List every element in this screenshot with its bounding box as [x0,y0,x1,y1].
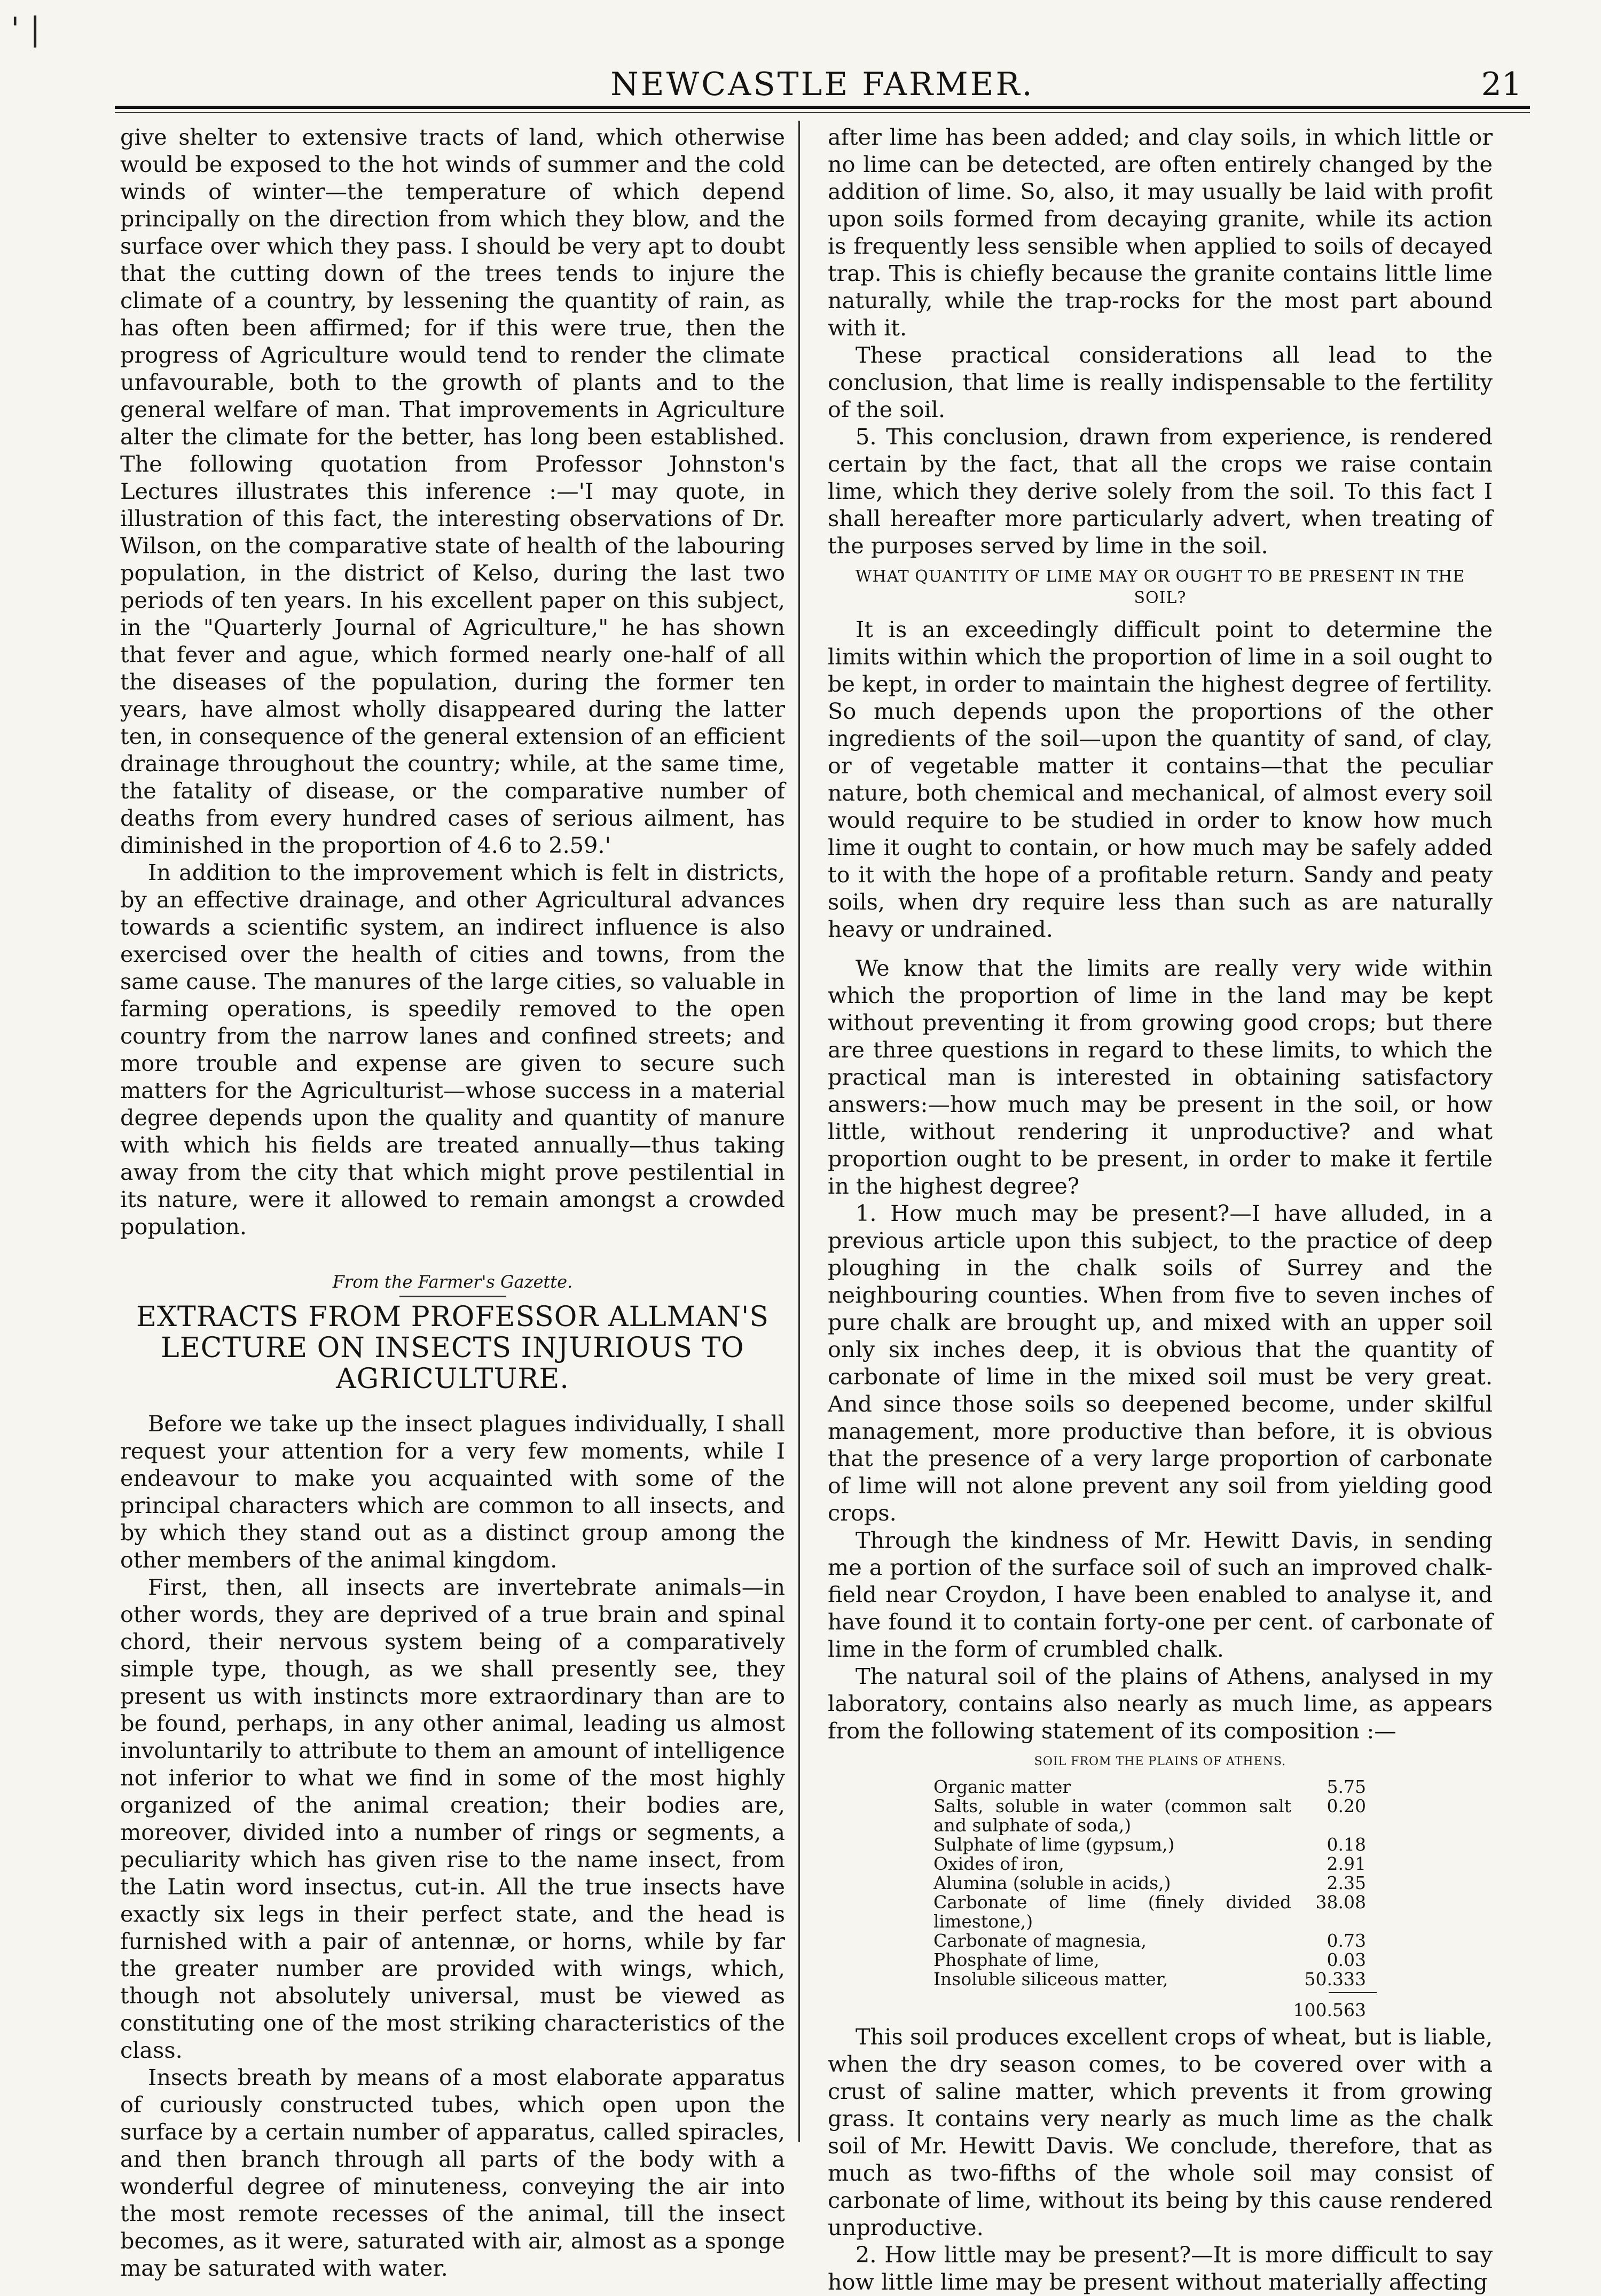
page-header [123,63,1522,106]
right-paragraph-3: 5. This conclusion, drawn from experience, is rendered certain by the fact, that all the crops we raise contain lime, which they derive solely from the soil. To this fact I shall hereafter more particularly advert, when treating of the purposes served by lime in the soil. [828,424,1493,559]
section-subhead: WHAT QUANTITY OF LIME MAY OR OUGHT TO BE PRESENT IN THE SOIL? [855,567,1465,607]
soil-table-row [933,1950,1366,1970]
soil-component-label: Salts, soluble in water (common salt and sulphate of soda,) [933,1796,1291,1836]
margin-marks: ' | [11,11,41,48]
soil-table-row [933,1970,1366,1989]
right-paragraph-5: We know that the limits are really very wide within which the proportion of lime in the land may be kept without preventing it from growing good crops; but there are three questions in regard to these limits, to which the practical man is interested in obtaining satisfactory answers:—how much may be present in the soil, or how little, without rendering it unproductive? and what proportion ought to be present, in order to make it fertile in the highest degree? [828,955,1493,1199]
soil-component-label: Insoluble siliceous matter, [933,1969,1168,1989]
left-paragraph-1: give shelter to extensive tracts of land, which otherwise would be exposed to the hot winds of summer and the cold winds of winter—the temperature of which depend principally on the direction from which they blow, and the surface over which they pass. I should be very apt to doubt that the cutting down of the trees tends to injure the climate of a country, by lessening the quantity of rain, as has often been affirmed; for if this were true, then the progress of Agriculture would tend to render the climate unfavourable, both to the growth of plants and to the general welfare of man. That improvements in Agriculture alter the climate for the better, has long been established. The following quotation from Professor Johnston's Lectures illustrates this inference :—'I may quote, in illustration of this fact, the interesting observations of Dr. Wilson, on the comparative state of health of the labouring population, in the district of Kelso, during the last two periods of ten years. In his excellent paper on this subject, in the "Quarterly Journal of Agriculture," he has shown that fever and ague, which formed nearly one-half of all the diseases of the population, during the former ten years, have almost wholly disappeared during the latter ten, in consequence of the general extension of an efficient drainage throughout the country; while, at the same time, the fatality of disease, or the comparative number of deaths from every hundred cases of serious ailment, has diminished in the proportion of 4.6 to 2.59.' [120,124,785,858]
soil-component-value: 0.73 [1327,1930,1366,1951]
soil-total: 100.563 [1293,2000,1366,2020]
soil-table-row [933,1835,1366,1854]
right-paragraph-9: This soil produces excellent crops of wheat, but is liable, when the dry season comes, to be covered over with a crust of saline matter, which prevents it from growing grass. It contains very nearly as much lime as the chalk soil of Mr. Hewitt Davis. We conclude, therefore, that as much as two-fifths of the whole soil may consist of carbonate of lime, without its being by this cause rendered unproductive. [828,2024,1493,2240]
right-paragraph-8: The natural soil of the plains of Athens, analysed in my laboratory, contains also nearly as much lime, as appears from the following statement of its composition :— [828,1664,1493,1744]
soil-component-value: 2.35 [1327,1872,1366,1893]
soil-component-value: 0.20 [1327,1796,1366,1816]
left-paragraph-5: Insects breath by means of a most elaborate apparatus of curiously constructed tubes, which open upon the surface by a certain number of apparatus, called spiracles, and then branch through all parts of the body with a wonderful degree of minuteness, conveying the air into the most remote recesses of the animal, till the insect becomes, as it were, saturated with air, almost as a sponge may be saturated with water. [120,2065,785,2281]
soil-component-value: 0.03 [1327,1949,1366,1970]
header-rule-thin [115,112,1530,113]
soil-component-label: Sulphate of lime (gypsum,) [933,1834,1175,1855]
soil-component-label: Alumina (soluble in acids,) [933,1872,1171,1893]
soil-component-value: 0.18 [1327,1834,1366,1855]
soil-table-row [933,1874,1366,1893]
soil-component-label: Phosphate of lime, [933,1949,1100,1970]
soil-component-label: Oxides of iron, [933,1853,1064,1874]
soil-table-row [933,1777,1366,1797]
publication-title: NEWCASTLE FARMER. [610,66,1034,103]
article-source: From the Farmer's Gazette. [332,1272,573,1292]
left-paragraph-4: First, then, all insects are invertebrate animals—in other words, they are deprived of a true brain and spinal chord, their nervous system being of a comparatively simple type, though, as we shall presently see, they present us with instincts more extraordinary than are to be found, perhaps, in any other animal, leading us almost involuntarily to attribute to them an amount of intelligence not inferior to what we find in some of the most highly organized of the animal creation; their bodies are, moreover, divided into a number of rings or segments, a peculiarity which has given rise to the name insect, from the Latin word insectus, cut-in. All the true insects have exactly six legs in their perfect state, and the head is furnished with a pair of antennæ, or horns, while by far the greater number are provided with wings, which, though not absolutely universal, must be viewed as constituting one of the most striking characteristics of the class. [120,1574,785,2063]
soil-table-row [933,1893,1366,1931]
soil-component-value: 50.333 [1304,1969,1366,1989]
left-paragraph-2: In addition to the improvement which is felt in districts, by an effective drainage, and other Agricultural advances towards a scientific system, an indirect influence is also exercised over the health of cities and towns, from the same cause. The manures of the large cities, so valuable in farming operations, is speedily removed to the open country from the narrow lanes and confined streets; and more trouble and expense are given to secure such matters for the Agriculturist—whose success in a material degree depends upon the quality and quantity of manure with which his fields are treated annually—thus taking away from the city that which might prove pestilential in its nature, were it allowed to remain amongst a crowded population. [120,860,785,1240]
header-rule-thick [115,106,1530,109]
right-paragraph-7: Through the kindness of Mr. Hewitt Davis, in sending me a portion of the surface soil of such an improved chalk-field near Croydon, I have been enabled to analyse it, and have found it to contain forty-one per cent. of carbonate of lime in the form of crumbled chalk. [828,1527,1493,1662]
soil-component-label: Carbonate of lime (finely divided limestone,) [933,1892,1291,1932]
right-paragraph-10: 2. How little may be present?—It is more difficult to say how little lime may be present without materially affecting [828,2242,1493,2295]
page-number: 21 [1481,66,1522,103]
soil-composition-table [933,1777,1366,1989]
right-paragraph-4: It is an exceedingly difficult point to determine the limits within which the proportion of lime in a soil ought to be kept, in order to maintain the highest degree of fertility. So much depends upon the proportions of the other ingredients of the soil—upon the quantity of sand, of clay, or of vegetable matter it contains—that the peculiar nature, both chemical and mechanical, of almost every soil would require to be studied in order to know how much lime it ought to contain, or how much may be safely added to it with the hope of a profitable return. Sandy and peaty soils, when dry require less than such as are naturally heavy or undrained. [828,617,1493,942]
right-paragraph-1: after lime has been added; and clay soils, in which little or no lime can be detected, are often entirely changed by the addition of lime. So, also, it may usually be laid with profit upon soils formed from decaying granite, while its action is frequently less sensible when applied to soils of decayed trap. This is chiefly because the granite contains little lime naturally, while the trap-rocks for the most part abound with it. [828,124,1493,341]
soil-component-label: Carbonate of magnesia, [933,1930,1147,1951]
soil-table-row [933,1854,1366,1874]
right-paragraph-2: These practical considerations all lead to the conclusion, that lime is really indispensable to the fertility of the soil. [828,342,1493,422]
soil-total-rule [1329,1992,1377,1993]
soil-table-row [933,1931,1366,1950]
right-paragraph-6: 1. How much may be present?—I have alluded, in a previous article upon this subject, to the practice of deep ploughing in the chalk soils of Surrey and the neighbouring counties. When from five to seven inches of pure chalk are brought up, and mixed with an upper soil only six inches deep, it is obvious that the quantity of carbonate of lime in the mixed soil must be very great. And since those soils so deepened become, under skilful management, more productive than before, it is obvious that the presence of a very large proportion of carbonate of lime will not alone prevent any soil from yielding good crops. [828,1201,1493,1526]
soil-table-row [933,1797,1366,1835]
right-column [828,124,1493,2296]
soil-component-label: Organic matter [933,1776,1071,1797]
soil-component-value: 38.08 [1315,1892,1366,1913]
soil-component-value: 5.75 [1327,1776,1366,1797]
soil-component-value: 2.91 [1327,1853,1366,1874]
left-paragraph-3: Before we take up the insect plagues individually, I shall request your attention for a very few moments, while I endeavour to make you acquainted with some of the principal characters which are common to all insects, and by which they stand out as a distinct group among the other members of the animal kingdom. [120,1411,785,1573]
article-headline: EXTRACTS FROM PROFESSOR ALLMAN'S LECTURE ON INSECTS INJURIOUS TO AGRICULTURE. [136,1301,769,1395]
soil-table-caption: SOIL FROM THE PLAINS OF ATHENS. [1034,1755,1286,1768]
article-rule [399,1296,506,1297]
left-column [120,124,785,2282]
column-divider [798,121,800,2142]
